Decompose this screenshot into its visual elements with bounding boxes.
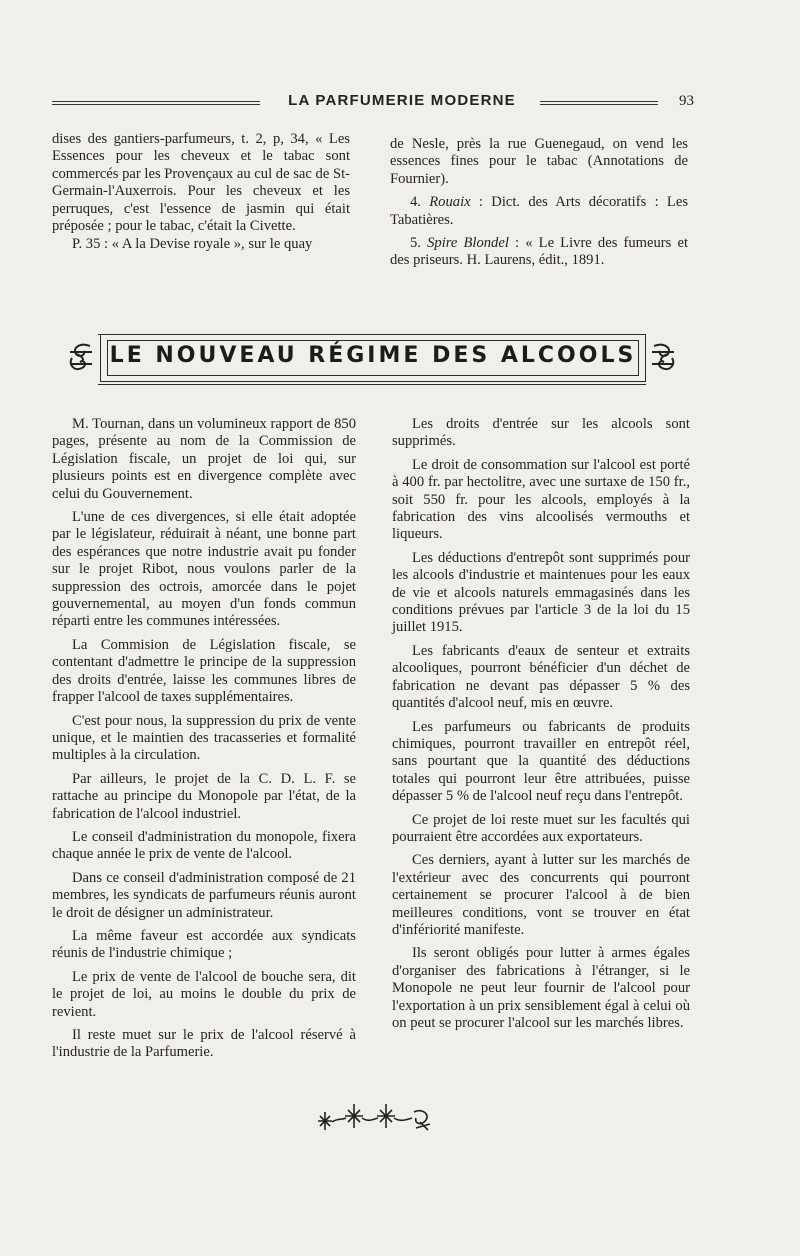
footnote-4 (390, 194, 688, 229)
floral-fleuron-icon (316, 1098, 436, 1134)
footnote-paragraph: de Nesle, près la rue Guenegaud, on vend les essences fines pour le tabac (Annotations de Fournier). (390, 136, 688, 187)
article-paragraph: M. Tournan, dans un volumineux rapport de 850 pages, présente au nom de la Commission de Législation fiscale, un projet de loi qui, sur plusieurs points est en divergence complète avec celui du Gouvernement. (52, 416, 356, 502)
footnotes-right (390, 136, 688, 276)
article-paragraph: Ces derniers, ayant à lutter sur les marchés de l'extérieur avec des concurrents qui pourront certainement se procurer l'alcool à de bien meilleures conditions, vont se trouver en état d'infériorité manifeste. (392, 852, 690, 938)
scroll-ornament-icon (648, 340, 678, 374)
article-paragraph: L'une de ces divergences, si elle était adoptée par le législateur, réduirait à néant, une bonne part des espérances que notre industrie avait pu fonder sur le projet Ribot, nous voulons parler de la suppression des octrois, amorcée dans le pojet gouvernemental, au moyen d'un fonds commun réparti entre les communes intéressées. (52, 509, 356, 630)
article-paragraph: Ils seront obligés pour lutter à armes égales d'organiser des fabrications à l'étranger, si le Monopole ne peut leur fournir de l'alcool pour l'exportation à un prix sensiblement égal à celui où on peut se procurer l'alcool sur les marchés libres. (392, 945, 690, 1031)
article-column-right (392, 416, 690, 1038)
article-title: LE NOUVEAU RÉGIME DES ALCOOLS (109, 343, 637, 368)
article-paragraph: Le conseil d'administration du monopole, fixera chaque année le prix de vente de l'alcool. (52, 828, 356, 863)
header-rule-right (540, 101, 658, 105)
article-paragraph: Par ailleurs, le projet de la C. D. L. F. se rattache au principe du Monopole par l'état, de la fabrication de l'alcool industriel. (52, 770, 356, 822)
footnote-paragraph: P. 35 : « A la Devise royale », sur le quay (72, 236, 313, 253)
banner-rule-bottom (98, 384, 646, 385)
article-paragraph: Ce projet de loi reste muet sur les facultés qui pourraient être accordées aux exportateurs. (392, 811, 690, 845)
article-paragraph: Les droits d'entrée sur les alcools sont supprimés. (392, 416, 690, 450)
article-paragraph: Les déductions d'entrepôt sont supprimés pour les alcools d'industrie et maintenues pour les eaux de vie et alcools naturels emmagasinés dans les conditions prévues par l'article 3 de la loi du 15 juillet 1915. (392, 549, 690, 636)
article-title-banner (62, 330, 682, 390)
footnote-author: Rouaix (429, 194, 471, 211)
article-paragraph: C'est pour nous, la suppression du prix de vente unique, et le maintien des tracasseries et formalité multiples à la circulation. (52, 712, 356, 764)
footnote-number: 5. (410, 235, 421, 252)
article-paragraph: Le droit de consommation sur l'alcool est porté à 400 fr. par hectolitre, avec une surtaxe de 150 fr., soit 550 fr. pour les alcools, employés à la fabrication des vins alcoolisés vermouths et liqueurs. (392, 456, 690, 543)
article-paragraph: La Commision de Législation fiscale, se contentant d'admettre le principe de la suppression des droits d'entrée, laisse les communes libres de frapper l'alcool de taxes supplémentaires. (52, 636, 356, 706)
footnote-paragraph: dises des gantiers-parfumeurs, t. 2, p, 34, « Les Essences pour les cheveux et le tabac sont commercés par les Provençaux au cul de sac de St-Germain-l'Auxerrois. Pour les cheveux et les perruques, c'est l'essence de jasmin qui était préposée ; pour le tabac, c'était la Civette. (52, 131, 350, 235)
article-paragraph: La même faveur est accordée aux syndicats réunis de l'industrie chimique ; (52, 927, 356, 962)
article-paragraph: Les parfumeurs ou fabricants de produits chimiques, pourront travailler en entrepôt réel, sans pourtant que la quantité des déductions totales qui pourront leur être attribuées, puisse dépasser 5 % de l'alcool neuf reçu dans l'entrepôt. (392, 718, 690, 805)
page-number: 93 (679, 93, 694, 109)
running-header (52, 92, 694, 116)
scroll-ornament-icon (66, 340, 96, 374)
footnote-author: Spire Blondel (427, 235, 509, 252)
journal-title: LA PARFUMERIE MODERNE (288, 92, 516, 109)
article-paragraph: Il reste muet sur le prix de l'alcool réservé à l'industrie de la Parfumerie. (52, 1027, 356, 1061)
footnote-5 (390, 235, 688, 270)
footnote-number: 4. (410, 194, 421, 211)
article-paragraph: Les fabricants d'eaux de senteur et extraits alcooliques, pourront bénéficier d'un déchet de fabrication ne devant pas dépasser 5 % des quantités d'alcool neuf, mis en œuvre. (392, 642, 690, 712)
title-frame (100, 334, 646, 382)
footnote-text: : « Le Livre des fumeurs et des priseurs. H. Laurens, édit., 1891. (390, 235, 688, 269)
article-paragraph: Le prix de vente de l'alcool de bouche sera, dit le projet de loi, au moins le double du prix de revient. (52, 968, 356, 1020)
footnote-continuation-left (52, 131, 350, 255)
article-column-left (52, 416, 356, 1068)
article-paragraph: Dans ce conseil d'administration composé de 21 membres, les syndicats de parfumeurs réunis auront le droit de désigner un administrateur. (52, 869, 356, 921)
header-rule-left (52, 101, 260, 105)
footnote-text: : Dict. des Arts décoratifs : Les Tabatières. (390, 194, 688, 228)
